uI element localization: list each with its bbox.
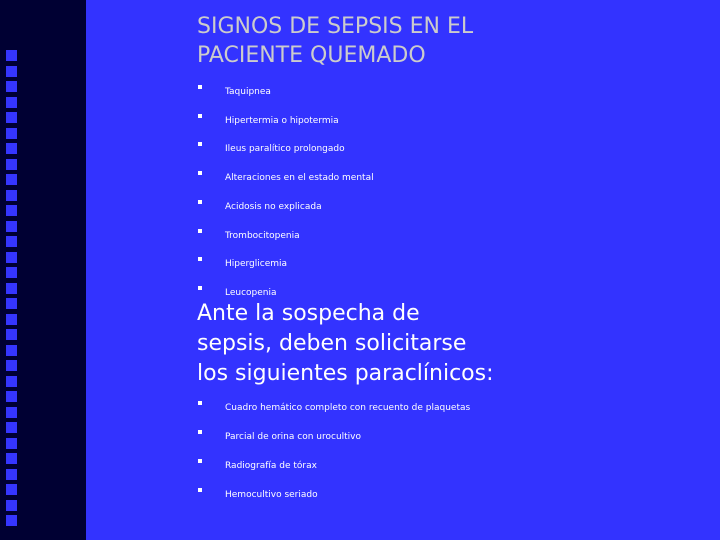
list-item (0, 200, 500, 220)
list-item-text: Hemocultivo seriado (225, 490, 318, 500)
list-item (0, 229, 500, 249)
bullet-icon (198, 488, 202, 492)
bullet-icon (198, 200, 202, 204)
list-item (0, 401, 500, 421)
bullet-icon (198, 229, 202, 233)
bullet-icon (198, 257, 202, 261)
list-item-text: Parcial de orina con urocultivo (225, 432, 362, 442)
slide-title-line: SIGNOS DE SEPSIS EN EL (197, 14, 474, 39)
bullet-icon (198, 171, 202, 175)
list-item (0, 430, 500, 450)
bullet-icon (198, 286, 202, 290)
list-item-text: Taquipnea (225, 87, 271, 97)
slide-title (197, 12, 617, 70)
list-item (0, 459, 500, 479)
list-item-text: Radiografía de tórax (225, 461, 317, 471)
heading-line: los siguientes paraclínicos: (197, 361, 494, 386)
bullet-icon (198, 114, 202, 118)
list-item-text: Hiperglicemia (225, 259, 288, 269)
list-item-text: Leucopenia (225, 288, 277, 298)
bullet-icon (198, 401, 202, 405)
slide-title-line: PACIENTE QUEMADO (197, 43, 426, 68)
list-item (0, 257, 500, 277)
bullet-icon (198, 459, 202, 463)
list-item-text: Hipertermia o hipotermia (225, 116, 339, 126)
list-item-text: Cuadro hemático completo con recuento de plaquetas (225, 403, 471, 413)
bullet-icon (198, 142, 202, 146)
heading-line: sepsis, deben solicitarse (197, 331, 467, 356)
list-item-text: Acidosis no explicada (225, 202, 322, 212)
list-item (0, 85, 500, 105)
list-item (0, 142, 500, 162)
list-item (0, 114, 500, 134)
list-item (0, 171, 500, 191)
paraclinicos-heading (197, 299, 577, 389)
bullet-icon (198, 430, 202, 434)
heading-line: Ante la sospecha de (197, 301, 420, 326)
list-item-text: Ileus paralítico prolongado (225, 144, 345, 154)
list-item-text: Trombocitopenia (225, 231, 300, 241)
list-item (0, 488, 500, 508)
bullet-icon (198, 85, 202, 89)
list-item-text: Alteraciones en el estado mental (225, 173, 374, 183)
